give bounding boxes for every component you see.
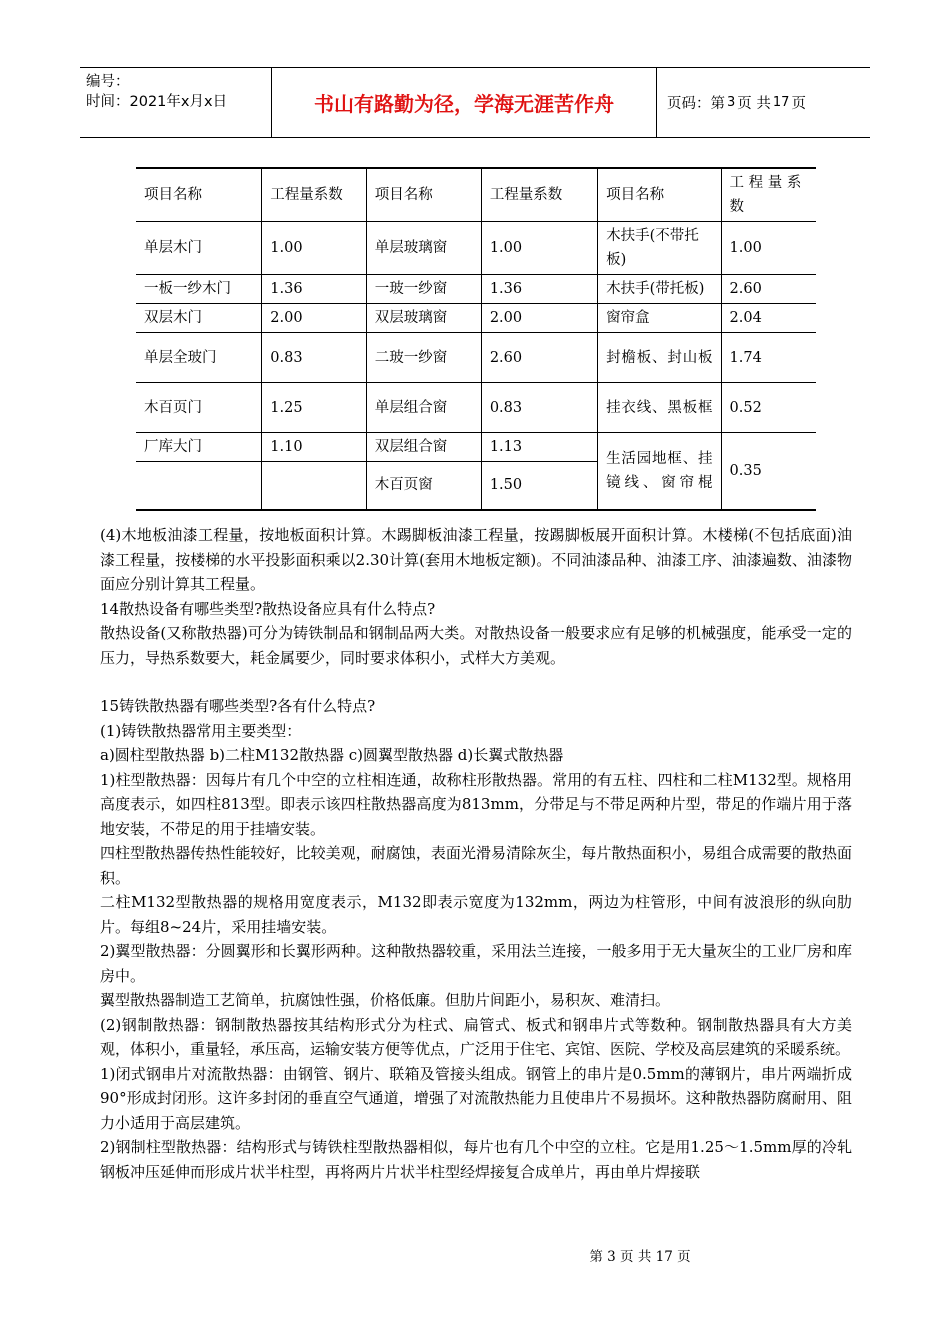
table-cell: 挂衣线、黑板框 [598, 383, 721, 433]
table-cell: 0.52 [721, 383, 816, 433]
table-row [136, 304, 816, 333]
time-label: 时间：2021年x月x日 [86, 94, 228, 110]
table-cell: 1.10 [262, 433, 366, 462]
table-cell: 1.00 [481, 222, 597, 275]
table-cell: 双层组合窗 [366, 433, 481, 462]
table-cell: 工程量系数 [262, 168, 366, 222]
table-cell: 工程量系数 [481, 168, 597, 222]
paragraph: 2)钢制柱型散热器：结构形式与铸铁柱型散热器相似，每片也有几个中空的立柱。它是用1.25～1.5mm厚的冷轧钢板冲压延伸而形成片状半柱型，再将两片片状半柱型经焊接复合成单片，再由单片焊接联 [100, 1138, 852, 1181]
table-cell: 1.25 [262, 383, 366, 433]
paragraph: 1)闭式钢串片对流散热器：由钢管、钢片、联箱及管接头组成。钢管上的串片是0.5mm的薄钢片，串片两端折成90°形成封闭形。这许多封闭的垂直空气通道，增强了对流散热能力且使串片不易损坏。这种散热器防腐耐用、阻力小适用于高层建筑。 [100, 1064, 852, 1132]
table-cell: 木扶手(不带托板) [598, 222, 721, 275]
table-cell: 2.00 [481, 304, 597, 333]
page-number: 3 [727, 95, 736, 110]
page-mid: 页 共 [737, 96, 771, 112]
table-cell: 1.13 [481, 433, 597, 462]
table-cell: 二玻一纱窗 [366, 333, 481, 383]
body-text [100, 523, 852, 1184]
table-cell: 厂库大门 [136, 433, 262, 462]
paragraph: a)圆柱型散热器 b)二柱M132散热器 c)圆翼型散热器 d)长翼式散热器 [100, 746, 564, 764]
coefficient-table [136, 167, 816, 511]
paragraph: (2)钢制散热器：钢制散热器按其结构形式分为柱式、扁管式、板式和钢串片式等数种。钢制散热器具有大方美观，体积小，重量轻，承压高，运输安装方便等优点，广泛用于住宅、宾馆、医院、学校及高层建筑的采暖系统。 [100, 1015, 852, 1058]
table-cell: 0.35 [721, 433, 816, 510]
table-cell: 1.00 [262, 222, 366, 275]
table-cell: 单层木门 [136, 222, 262, 275]
table-cell: 木扶手(带托板) [598, 275, 721, 304]
table-row [136, 383, 816, 433]
table-cell: 工 程 量 系 数 [721, 168, 816, 222]
table-row [136, 222, 816, 275]
header-motto: 书山有路勤为径，学海无涯苦作舟 [272, 68, 657, 137]
table-cell: 一玻一纱窗 [366, 275, 481, 304]
paragraph: 四柱型散热器传热性能较好，比较美观，耐腐蚀，表面光滑易清除灰尘，每片散热面积小，易组合成需要的散热面积。 [100, 844, 852, 887]
paragraph: 二柱M132型散热器的规格用宽度表示，M132即表示宽度为132mm，两边为柱管形，中间有波浪形的纵向肋片。每组8~24片，采用挂墙安装。 [100, 893, 852, 936]
table-cell: 2.00 [262, 304, 366, 333]
section-heading-14: 14散热设备有哪些类型?散热设备应具有什么特点? [100, 599, 436, 618]
table-cell: 窗帘盒 [598, 304, 721, 333]
table-cell: 1.36 [481, 275, 597, 304]
table-cell: 项目名称 [366, 168, 481, 222]
paragraph: 1)柱型散热器：因每片有几个中空的立柱相连通，故称柱形散热器。常用的有五柱、四柱和二柱M132型。规格用高度表示，如四柱813型。即表示该四柱散热器高度为813mm，分带足与不带足两种片型，带足的作端片用于落地安装，不带足的用于挂墙安装。 [100, 770, 852, 838]
page-total: 17 [772, 95, 790, 110]
table-cell: 0.83 [262, 333, 366, 383]
table-cell: 2.60 [481, 333, 597, 383]
table-cell: 双层玻璃窗 [366, 304, 481, 333]
table-cell: 单层玻璃窗 [366, 222, 481, 275]
table-cell: 生活园地框、挂镜线、窗帘棍 [598, 433, 721, 510]
header-page-info [657, 68, 870, 137]
table-cell: 1.74 [721, 333, 816, 383]
table-header-row [136, 168, 816, 222]
table-cell [136, 462, 262, 510]
table-row [136, 333, 816, 383]
page-header [80, 67, 870, 138]
table-row [136, 433, 816, 462]
page-suffix: 页 [791, 96, 806, 112]
table-cell: 0.83 [481, 383, 597, 433]
paragraph: 2)翼型散热器：分圆翼形和长翼形两种。这种散热器较重，采用法兰连接，一般多用于无大量灰尘的工业厂房和库房中。 [100, 942, 852, 985]
table-cell [262, 462, 366, 510]
page-prefix: 页码：第 [667, 96, 725, 112]
table-cell: 木百页门 [136, 383, 262, 433]
table-cell: 木百页窗 [366, 462, 481, 510]
table-cell: 封檐板、封山板 [598, 333, 721, 383]
page-footer: 第 3 页 共 17 页 [589, 1249, 691, 1265]
table-cell: 一板一纱木门 [136, 275, 262, 304]
table-cell: 单层组合窗 [366, 383, 481, 433]
section-heading-15: 15铸铁散热器有哪些类型?各有什么特点? [100, 697, 376, 715]
table-cell: 2.60 [721, 275, 816, 304]
table-cell: 双层木门 [136, 304, 262, 333]
table-cell: 单层全玻门 [136, 333, 262, 383]
number-label: 编号： [86, 74, 130, 90]
table-cell: 项目名称 [136, 168, 262, 222]
table-row [136, 275, 816, 304]
paragraph: (1)铸铁散热器常用主要类型： [100, 721, 302, 740]
paragraph: 翼型散热器制造工艺简单，抗腐蚀性强，价格低廉。但肋片间距小，易积灰、难清扫。 [100, 991, 671, 1009]
table-cell: 1.00 [721, 222, 816, 275]
table-cell: 1.50 [481, 462, 597, 510]
table-cell: 2.04 [721, 304, 816, 333]
table-cell: 项目名称 [598, 168, 721, 222]
table-cell: 1.36 [262, 275, 366, 304]
paragraph: (4)木地板油漆工程量，按地板面积计算。木踢脚板油漆工程量，按踢脚板展开面积计算。木楼梯(不包括底面)油漆工程量，按楼梯的水平投影面积乘以2.30计算(套用木地板定额)。不同油漆品种、油漆工序、油漆遍数、油漆物面应分别计算其工程量。 [100, 526, 852, 593]
header-info [80, 68, 272, 137]
paragraph: 散热设备(又称散热器)可分为铸铁制品和钢制品两大类。对散热设备一般要求应有足够的机械强度，能承受一定的压力，导热系数要大，耗金属要少，同时要求体积小，式样大方美观。 [100, 624, 852, 667]
spacer [100, 670, 852, 694]
